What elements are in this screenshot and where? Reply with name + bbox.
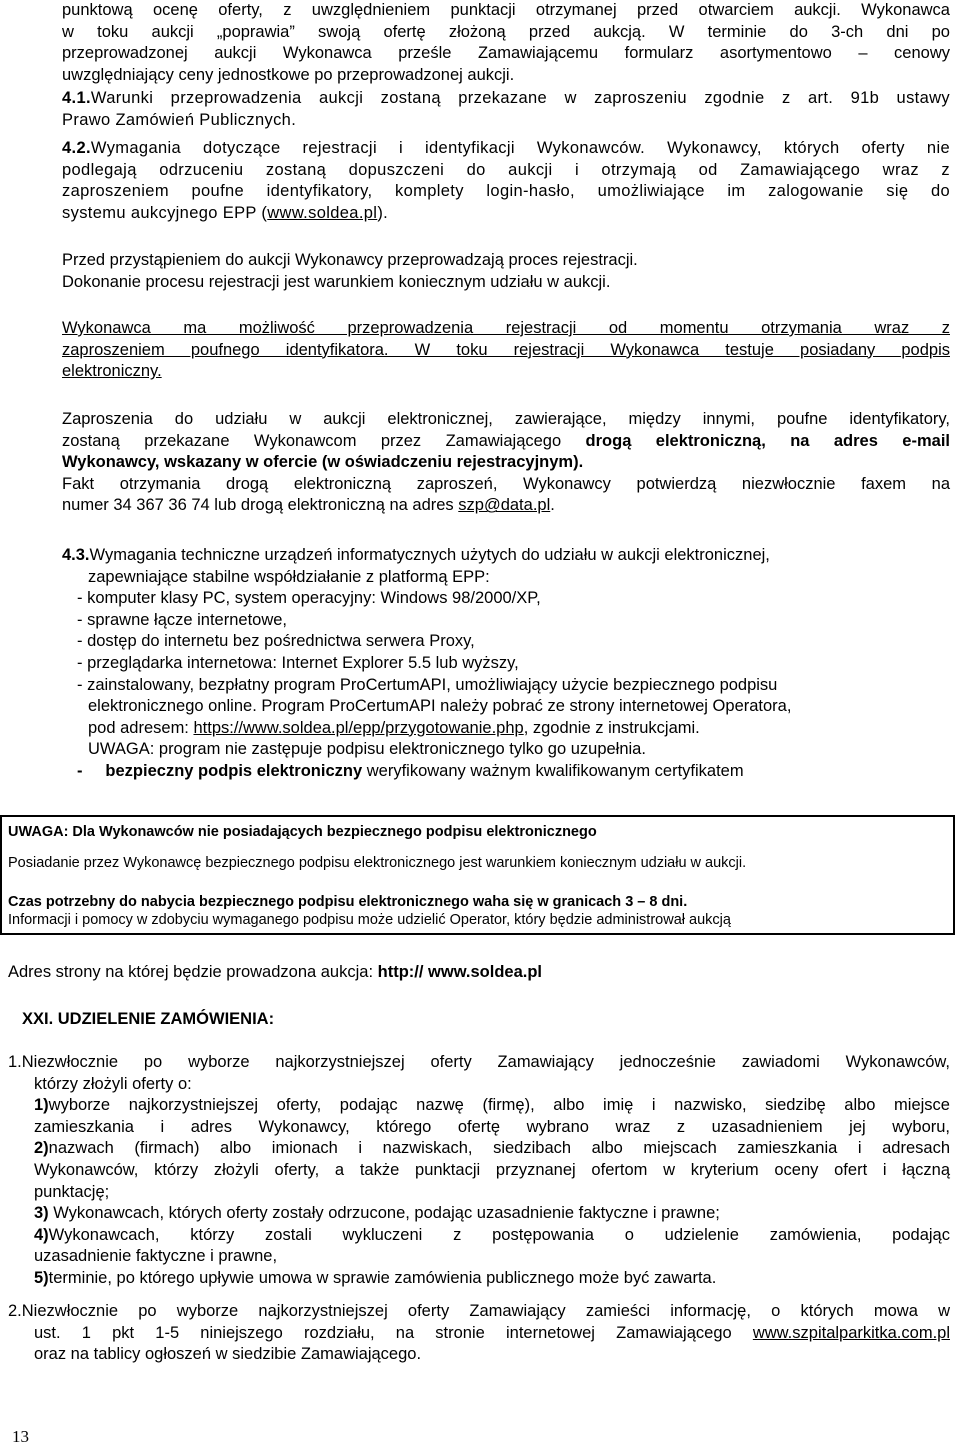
text-line: wyborze najkorzystniejszej oferty, podając nazwę (firmę), albo imię i nazwisko, siedzibę albo miejsce [48, 1096, 950, 1115]
text-line: Adres strony na której będzie prowadzona aukcja: [8, 963, 378, 981]
notice-title: UWAGA: Dla Wykonawców nie posiadających bezpiecznego podpisu elektronicznego [8, 824, 597, 840]
dash: - [77, 761, 83, 780]
point-number: 2. [8, 1302, 22, 1320]
bold-text: drogą elektroniczną, na adres e-mail [585, 431, 950, 450]
text-line: zostaną przekazane Wykonawcom przez Zamawiającego [62, 431, 586, 450]
auction-paragraph [62, 0, 950, 86]
epp-link[interactable]: https://www.soldea.pl/epp/przygotowanie.php [193, 718, 524, 737]
text-line: zamieszkania i adres Wykonawcy, którego ofertę wybrano wraz z uzasadnieniem jej wyboru, [34, 1117, 950, 1136]
text-line: terminie, po którego upływie umowa w sprawie zamówienia publicznego może być zawarta. [48, 1268, 717, 1287]
email-link[interactable]: szp@data.pl [458, 496, 551, 515]
text-line: zaproszeniem poufne identyfikatory, komplety login-hasło, umożliwiające im zalogowanie się do [62, 182, 950, 201]
text-line: Zaproszenia do udziału w aukcji elektronicznej, zawierające, między innymi, poufne identyfikatory, [62, 410, 950, 428]
text-line: punktację; [34, 1182, 110, 1201]
bold-text: bezpieczny podpis elektroniczny [105, 761, 363, 780]
text-line: Warunki przeprowadzenia aukcji zostaną przekazane w zaproszeniu zgodnie z art. 91b ustawy [90, 89, 950, 107]
item-number: 1) [34, 1096, 49, 1115]
section-4-2 [62, 138, 950, 224]
list-item: - dostęp do internetu bez pośrednictwa serwera Proxy, [77, 632, 475, 651]
text-line: oraz na tablicy ogłoszeń w siedzibie Zamawiającego. [34, 1345, 422, 1364]
list-item-cont: UWAGA: program nie zastępuje podpisu elektronicznego tylko go uzupełnia. [88, 740, 646, 759]
text-line: uzasadnienie faktyczne i prawne, [34, 1247, 278, 1266]
point-1 [8, 1052, 950, 1290]
text-line: nazwach (firmach) albo imionach i nazwiskach, siedzibach albo miejscach zamieszkania i adresach [48, 1139, 950, 1158]
item-number: 2) [34, 1139, 49, 1158]
section-heading: XXI. UDZIELENIE ZAMÓWIENIA: [22, 1010, 275, 1028]
text-line: przeprowadzonej aukcji Wykonawca prześle Zamawiającemu formularz asortymentowo – cenowy [62, 44, 950, 63]
text-fragment: , zgodnie z instrukcjami. [523, 718, 700, 737]
text-fragment: weryfikowany ważnym kwalifikowanym certyfikatem [362, 761, 744, 780]
notice-line: Czas potrzebny do nabycia bezpiecznego podpisu elektronicznego waha się w granicach 3 – 8 dni. [8, 894, 688, 910]
text-line: Wymagania dotyczące rejestracji i identyfikacji Wykonawców. Wykonawcy, których oferty nie [90, 139, 950, 157]
text-line: ust. 1 pkt 1-5 niniejszego rozdziału, na stronie internetowej Zamawiającego [34, 1323, 753, 1342]
text-line: Wykonawcach, którzy zostali wykluczeni z postępowania o udzielenie zamówienia, podając [48, 1225, 950, 1244]
registration-paragraph [62, 250, 950, 293]
text-line: Przed przystąpieniem do aukcji Wykonawcy przeprowadzają proces rejestracji. [62, 251, 638, 269]
auction-address [8, 962, 958, 984]
text-line: Wykonawców, którzy złożyli oferty, a także punktacji przyznanej ofertom w kryterium oceny ofert i łączną [34, 1160, 950, 1179]
item-number: 3) [34, 1204, 49, 1223]
text-line: uwzględniający ceny jednostkowe po przeprowadzonej aukcji. [62, 65, 515, 84]
point-2 [8, 1301, 950, 1366]
list-item: - przeglądarka internetowa: Internet Explorer 5.5 lub wyższy, [77, 653, 519, 672]
page-number: 13 [12, 1427, 29, 1446]
hospital-link[interactable]: www.szpitalparkitka.com.pl [752, 1323, 950, 1342]
text-line: systemu aukcyjnego EPP ( [62, 203, 268, 222]
text-line: Niezwłocznie po wyborze najkorzystniejszej oferty Zamawiający zamieści informację, o których mowa w [21, 1302, 950, 1320]
list-item-cont: elektronicznego online. Program ProCertumAPI należy pobrać ze strony internetowej Operatora, [88, 697, 792, 716]
soldea-link[interactable]: www.soldea.pl [267, 203, 378, 222]
bold-text: Wykonawcy, wskazany w ofercie (w oświadczeniu rejestracyjnym). [62, 453, 584, 472]
text-line: Wykonawcach, których oferty zostały odrzucone, podając uzasadnienie faktyczne i prawne; [48, 1204, 720, 1223]
notice-line: Informacji i pomocy w zdobyciu wymaganego podpisu może udzielić Operator, który będzie administrował aukcją [8, 912, 731, 928]
text-fragment: ). [377, 203, 389, 222]
text-line: Fakt otrzymania drogą elektroniczną zaproszeń, Wykonawcy potwierdzą niezwłocznie faxem na [62, 474, 950, 493]
section-number: 4.1. [62, 89, 91, 107]
auction-url: http:// www.soldea.pl [377, 963, 543, 981]
text-line: którzy złożyli oferty o: [34, 1074, 192, 1093]
text-line: pod adresem: [88, 718, 194, 737]
section-number: 4.3. [62, 546, 90, 564]
item-number: 4) [34, 1225, 49, 1244]
list-item: - zainstalowany, bezpłatny program ProCertumAPI, umożliwiający użycie bezpiecznego podpisu [77, 675, 778, 694]
text-line: Prawo Zamówień Publicznych. [62, 110, 297, 129]
list-item: - komputer klasy PC, system operacyjny: Windows 98/2000/XP, [77, 589, 541, 608]
invitation-paragraph [62, 409, 950, 517]
text-line: Dokonanie procesu rejestracji jest warunkiem koniecznym udziału w aukcji. [62, 272, 611, 291]
text-line: zapewniające stabilne współdziałanie z platformą EPP: [88, 567, 490, 586]
text-fragment: . [550, 496, 555, 515]
text-line: punktową ocenę oferty, z uwzględnieniem punktacji otrzymanej przed otwarciem aukcji. Wykonawca [62, 1, 950, 19]
text-line: w toku aukcji „poprawia” swoją ofertę złożoną przed aukcją. W terminie do 3-ch dni po [62, 22, 950, 41]
point-number: 1. [8, 1053, 22, 1071]
text-line: zaproszeniem poufnego identyfikatora. W toku rejestracji Wykonawca testuje posiadany podpis [62, 340, 950, 359]
text-line: numer 34 367 36 74 lub drogą elektroniczną na adres [62, 496, 459, 515]
section-4-1 [62, 88, 950, 131]
text-line: Niezwłocznie po wyborze najkorzystniejszej oferty Zamawiający jednocześnie zawiadomi Wykonawców, [21, 1053, 950, 1071]
section-number: 4.2. [62, 139, 91, 157]
registration-possibility-paragraph [62, 318, 950, 383]
list-item: - sprawne łącze internetowe, [77, 610, 288, 629]
item-number: 5) [34, 1268, 49, 1287]
notice-box [0, 815, 955, 935]
notice-line: Posiadanie przez Wykonawcę bezpiecznego podpisu elektronicznego jest warunkiem koniecznym udziału w aukcji. [8, 855, 747, 871]
text-line: elektroniczny. [62, 362, 162, 381]
text-line: podlegają odrzuceniu zostaną dopuszczeni do aukcji i otrzymają od Zamawiającego wraz z [62, 160, 950, 179]
section-4-3 [62, 545, 950, 783]
text-line: Wykonawca ma możliwość przeprowadzenia rejestracji od momentu otrzymania wraz z [62, 319, 950, 337]
text-line: Wymagania techniczne urządzeń informatycznych użytych do udziału w aukcji elektronicznej, [89, 546, 770, 564]
